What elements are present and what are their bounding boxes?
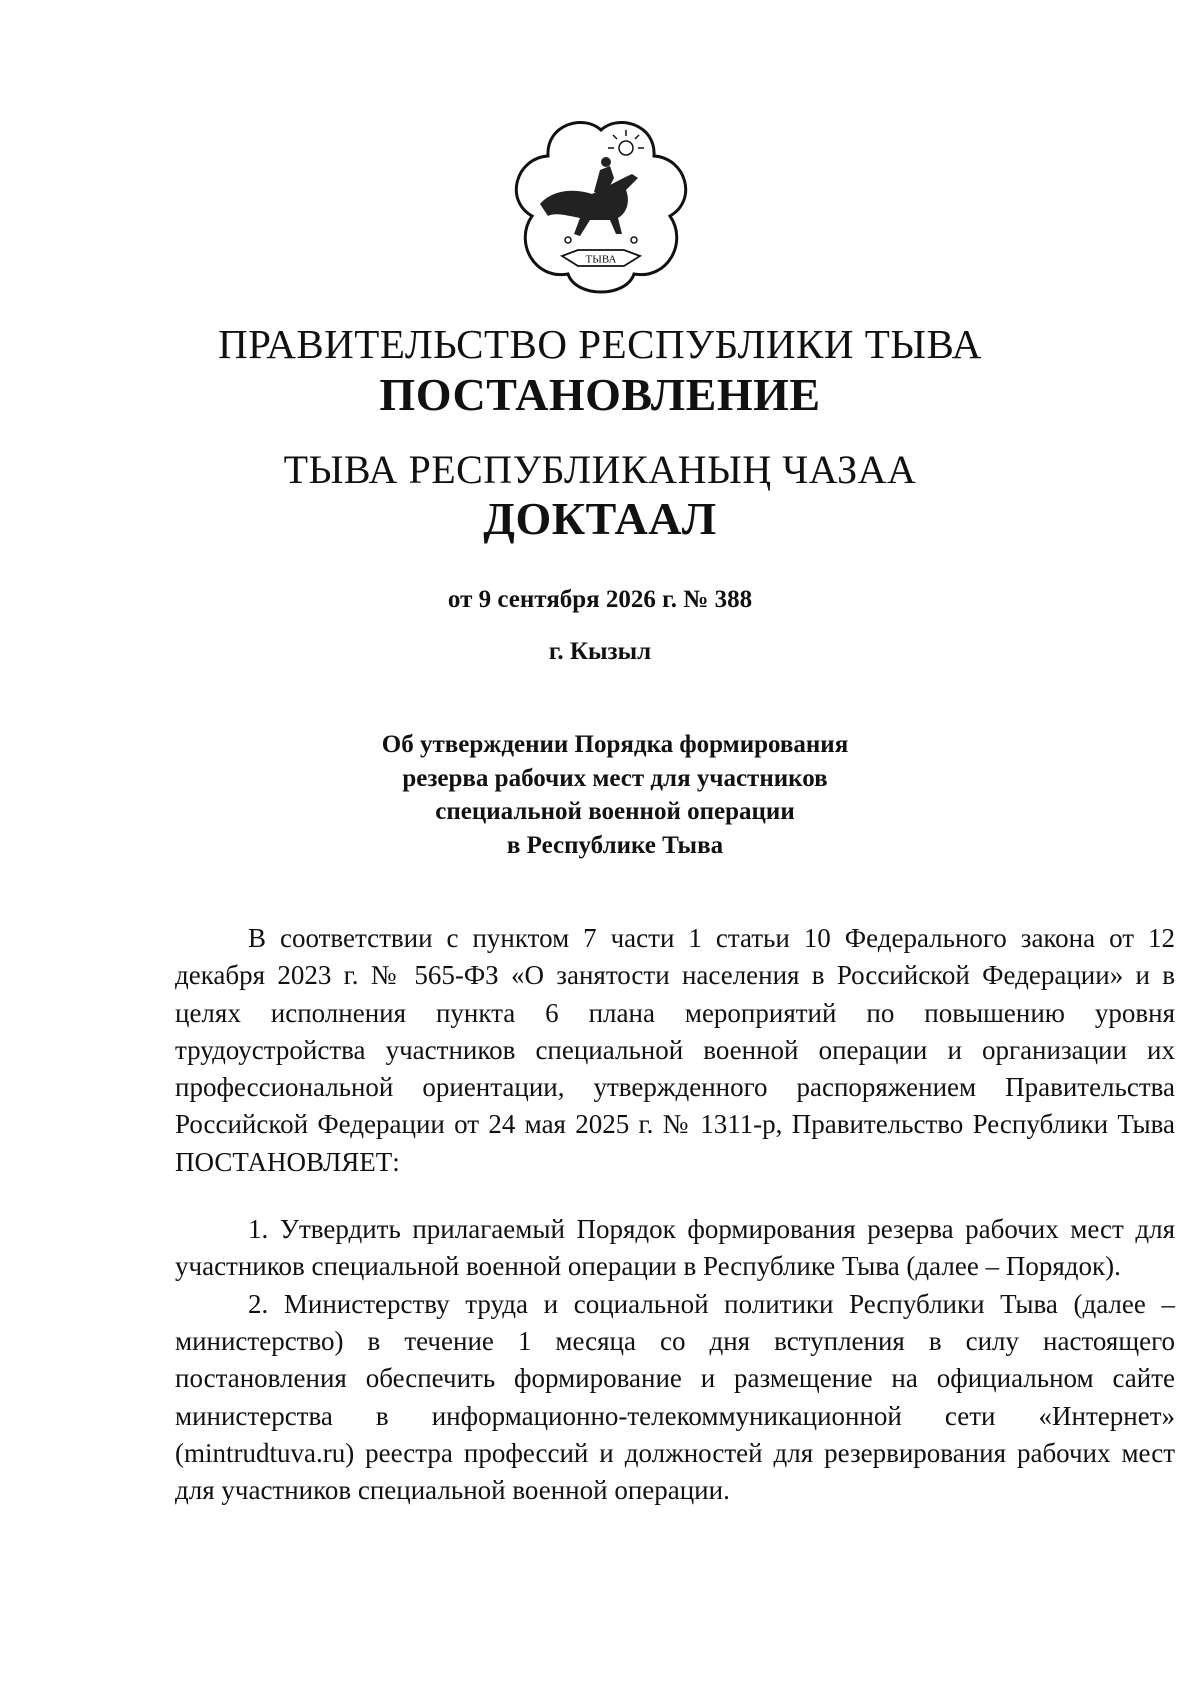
document-type-tv: ДОКТААЛ — [483, 493, 717, 544]
emblem-ribbon-text: ТЫВА — [585, 253, 617, 266]
government-name-ru: ПРАВИТЕЛЬСТВО РЕСПУБЛИКИ ТЫВА — [218, 321, 982, 367]
decree-title — [300, 728, 930, 862]
government-name-tv: ТЫВА РЕСПУБЛИКАНЫҢ ЧАЗАА — [283, 447, 917, 492]
decree-title-line: в Республике Тыва — [506, 831, 724, 859]
decree-title-line: Об утверждении Порядка формирования — [381, 731, 849, 758]
decree-title-line: резерва рабочих мест для участников — [402, 764, 828, 792]
decree-title-line: специальной военной операции — [435, 798, 795, 825]
tuva-coat-of-arms-icon — [510, 116, 692, 296]
preamble-paragraph: В соответствии с пунктом 7 части 1 статьи 10 Федерального закона от 12 декабря 2023 г. № 565-ФЗ «О занятости населения в Российской Федерации» и в целях исполнения пункта 6 плана мероприятий по повышению уровня трудоустройства участников специальной военной операции и организации их профессиональной ориентации, утвержденного распоряжением Правительства Российской Федерации от 24 мая 2025 г. № 1311-р, Правительство Республики Тыва ПОСТАНОВЛЯЕТ: — [175, 923, 1175, 1177]
item-1-paragraph: 1. Утвердить прилагаемый Порядок формирования резерва рабочих мест для участников специальной военной операции в Республике Тыва (далее – Порядок). — [175, 1214, 1175, 1282]
item-2-paragraph: 2. Министерству труда и социальной политики Республики Тыва (далее – министерство) в течение 1 месяца со дня вступления в силу настоящего постановления обеспечить формирование и размещение на официальном сайте министерства в информационно-телекоммуникационной сети «Интернет» (mintrudtuva.ru) реестра профессий и должностей для резервирования рабочих мест для участников специальной военной операции. — [175, 1288, 1175, 1506]
decree-body — [175, 920, 1175, 1509]
decree-city: г. Кызыл — [548, 638, 652, 665]
document-type-ru: ПОСТАНОВЛЕНИЕ — [379, 369, 821, 420]
decree-date-number: от 9 сентября 2026 г. № 388 — [447, 586, 753, 613]
